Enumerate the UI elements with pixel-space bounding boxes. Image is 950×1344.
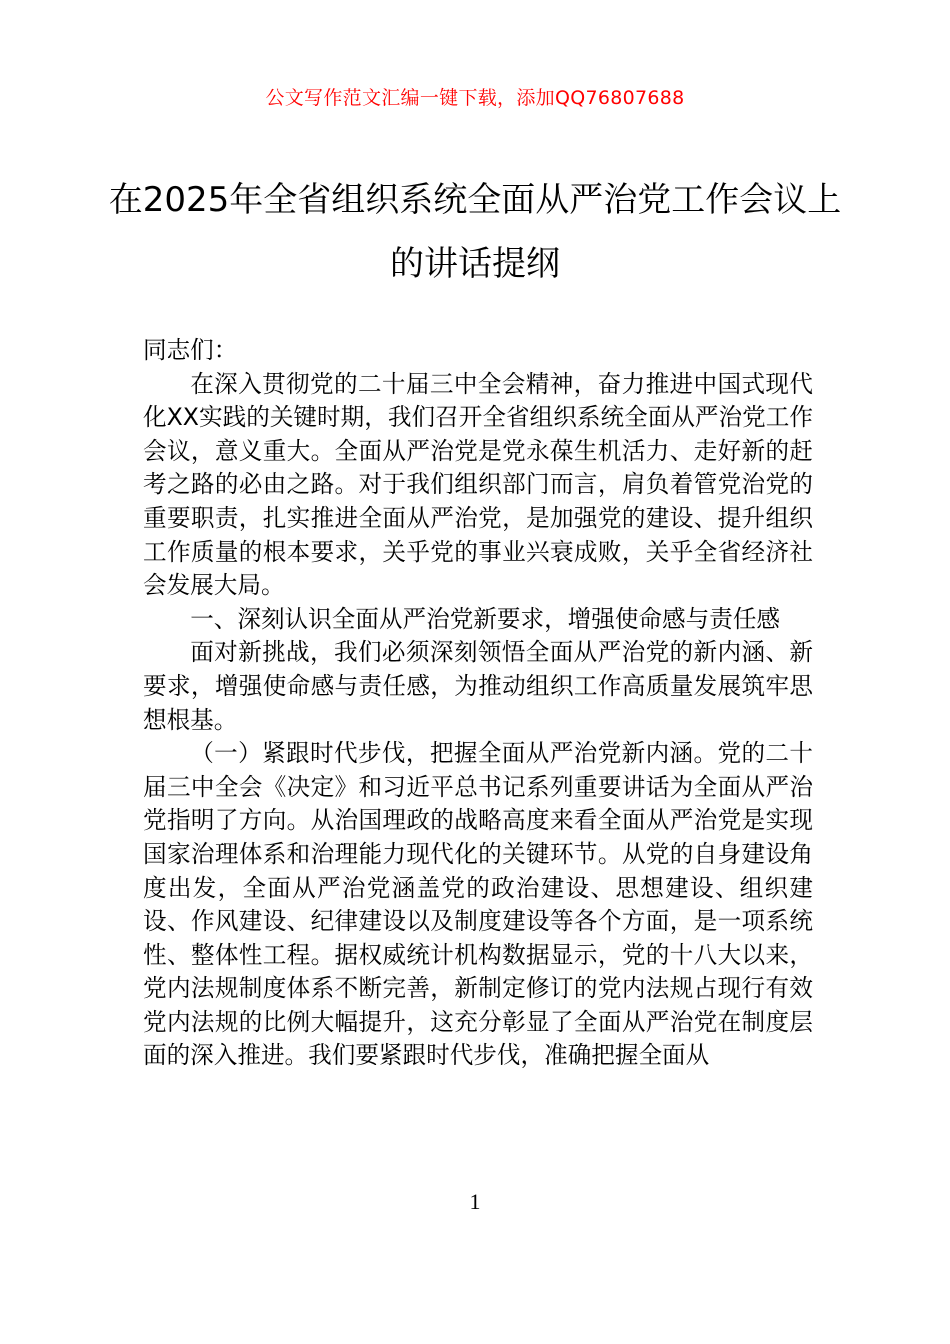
page-number: 1 [469, 1189, 481, 1214]
section-heading-1: 一、深刻认识全面从严治党新要求，增强使命感与责任感 [190, 604, 781, 633]
header-ad-text: 公文写作范文汇编一键下载，添加QQ76807688 [265, 87, 685, 109]
paragraph-section-1: 面对新挑战，我们必须深刻领悟全面从严治党的新内涵、新要求，增强使命感与责任感，为推动组织工作高质量发展筑牢思想根基。 [143, 638, 813, 734]
paragraph-intro: 在深入贯彻党的二十届三中全会精神，奋力推进中国式现代化XX实践的关键时期，我们召开全省组织系统全面从严治党工作会议，意义重大。全面从严治党是党永葆生机活力、走好新的赶考之路的必由之路。对于我们组织部门而言，肩负着管党治党的重要职责，扎实推进全面从严治党，是加强党的建设、提升组织工作质量的根本要求，关乎党的事业兴衰成败，关乎全省经济社会发展大局。 [143, 369, 813, 600]
document-title: 在2025年全省组织系统全面从严治党工作会议上的讲话提纲 [108, 180, 842, 284]
salutation: 同志们： [143, 336, 238, 364]
paragraph-subsection-1: （一）紧跟时代步伐，把握全面从严治党新内涵。党的二十届三中全会《决定》和习近平总书记系列重要讲话为全面从严治党指明了方向。从治国理政的战略高度来看全面从严治党是实现国家治理体系和治理能力现代化的关键环节。从党的自身建设角度出发，全面从严治党涵盖党的政治建设、思想建设、组织建设、作风建设、纪律建设以及制度建设等各个方面，是一项系统性、整体性工程。据权威统计机构数据显示，党的十八大以来，党内法规制度体系不断完善，新制定修订的党内法规占现行有效党内法规的比例大幅提升，这充分彰显了全面从严治党在制度层面的深入推进。我们要紧跟时代步伐，准确把握全面从 [143, 739, 813, 1070]
document-body [143, 334, 813, 1073]
